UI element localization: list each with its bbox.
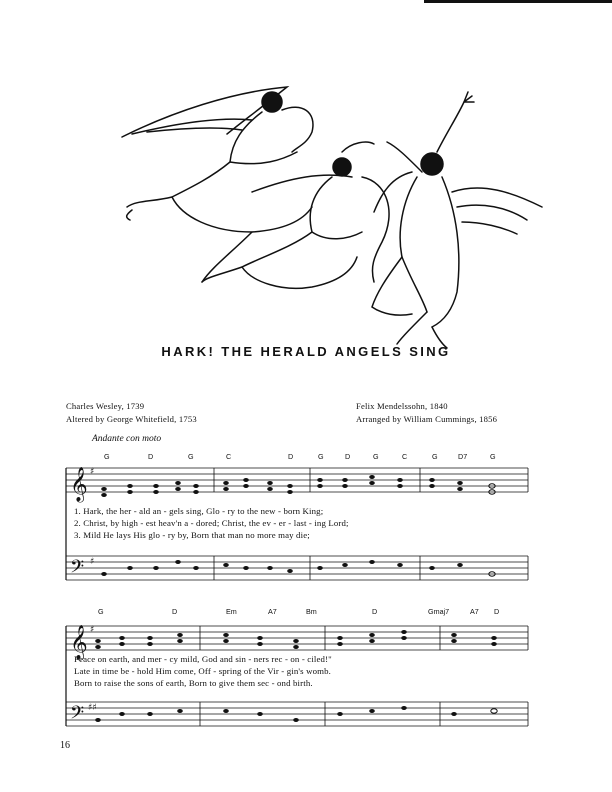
- chord: G: [432, 452, 438, 461]
- verse-3-line-2: Born to raise the sons of earth, Born to give them sec - ond birth.: [74, 678, 313, 688]
- arranger-credit: Arranged by William Cummings, 1856: [356, 414, 498, 424]
- bass-clef-icon: 𝄢: [70, 557, 85, 582]
- treble-clef-icon: 𝄞: [70, 467, 88, 502]
- chord: A7: [470, 607, 479, 616]
- sharp-icon: ♯♯: [88, 703, 97, 713]
- alteration-credit: Altered by George Whitefield, 1753: [66, 414, 197, 424]
- chord: D7: [458, 452, 468, 461]
- chord: D: [345, 452, 351, 461]
- verse-1-line-2: Peace on earth, and mer - cy mild, God and sin - ners rec - on - ciled!": [74, 654, 332, 664]
- lyricist-credit: Charles Wesley, 1739: [66, 401, 145, 411]
- chord: A7: [268, 607, 277, 616]
- chord: D: [172, 607, 178, 616]
- chord: D: [494, 607, 500, 616]
- treble-clef-icon: 𝄞: [70, 625, 88, 660]
- sharp-icon: ♯: [90, 625, 95, 635]
- treble-staff-1: [66, 468, 528, 492]
- chord: Bm: [306, 607, 317, 616]
- bass-staff-2: [66, 702, 528, 726]
- verse-3-line-1: 3. Mild He lays His glo - ry by, Born that man no more may die;: [74, 530, 310, 540]
- chord: Em: [226, 607, 237, 616]
- treble-staff-2: [66, 626, 528, 650]
- page-number: 16: [60, 740, 70, 751]
- verse-1-line-1: 1. Hark, the her - ald an - gels sing, Glo - ry to the new - born King;: [74, 506, 324, 516]
- chord: C: [226, 452, 232, 461]
- chord: G: [98, 607, 104, 616]
- hymn-title: HARK! THE HERALD ANGELS SING: [161, 344, 451, 359]
- chord: D: [372, 607, 378, 616]
- chord: Gmaj7: [428, 607, 450, 616]
- angel-right: [372, 92, 542, 348]
- chord: G: [188, 452, 194, 461]
- credits-right: [356, 400, 497, 426]
- composer-credit: Felix Mendelssohn, 1840: [356, 401, 448, 411]
- credits-left: [66, 400, 197, 426]
- chord: G: [373, 452, 379, 461]
- sharp-icon: ♯: [90, 557, 95, 567]
- chord: C: [402, 452, 408, 461]
- chord: G: [104, 452, 110, 461]
- bass-clef-icon: 𝄢: [70, 703, 85, 728]
- chord: G: [318, 452, 324, 461]
- angel-middle: [202, 142, 412, 288]
- verse-2-line-2: Late in time be - hold Him come, Off - spring of the Vir - gin's womb.: [74, 666, 332, 676]
- bass-staff-1: [66, 556, 528, 580]
- chord: G: [490, 452, 496, 461]
- top-rule: [424, 0, 612, 3]
- angels-illustration: [112, 82, 552, 352]
- chord: D: [148, 452, 154, 461]
- angel-left: [122, 87, 313, 232]
- sharp-icon: ♯: [90, 467, 95, 477]
- chord: D: [288, 452, 294, 461]
- tempo-marking: Andante con moto: [92, 434, 162, 444]
- verse-2-line-1: 2. Christ, by high - est heav'n a - dored; Christ, the ev - er - last - ing Lord;: [74, 518, 349, 528]
